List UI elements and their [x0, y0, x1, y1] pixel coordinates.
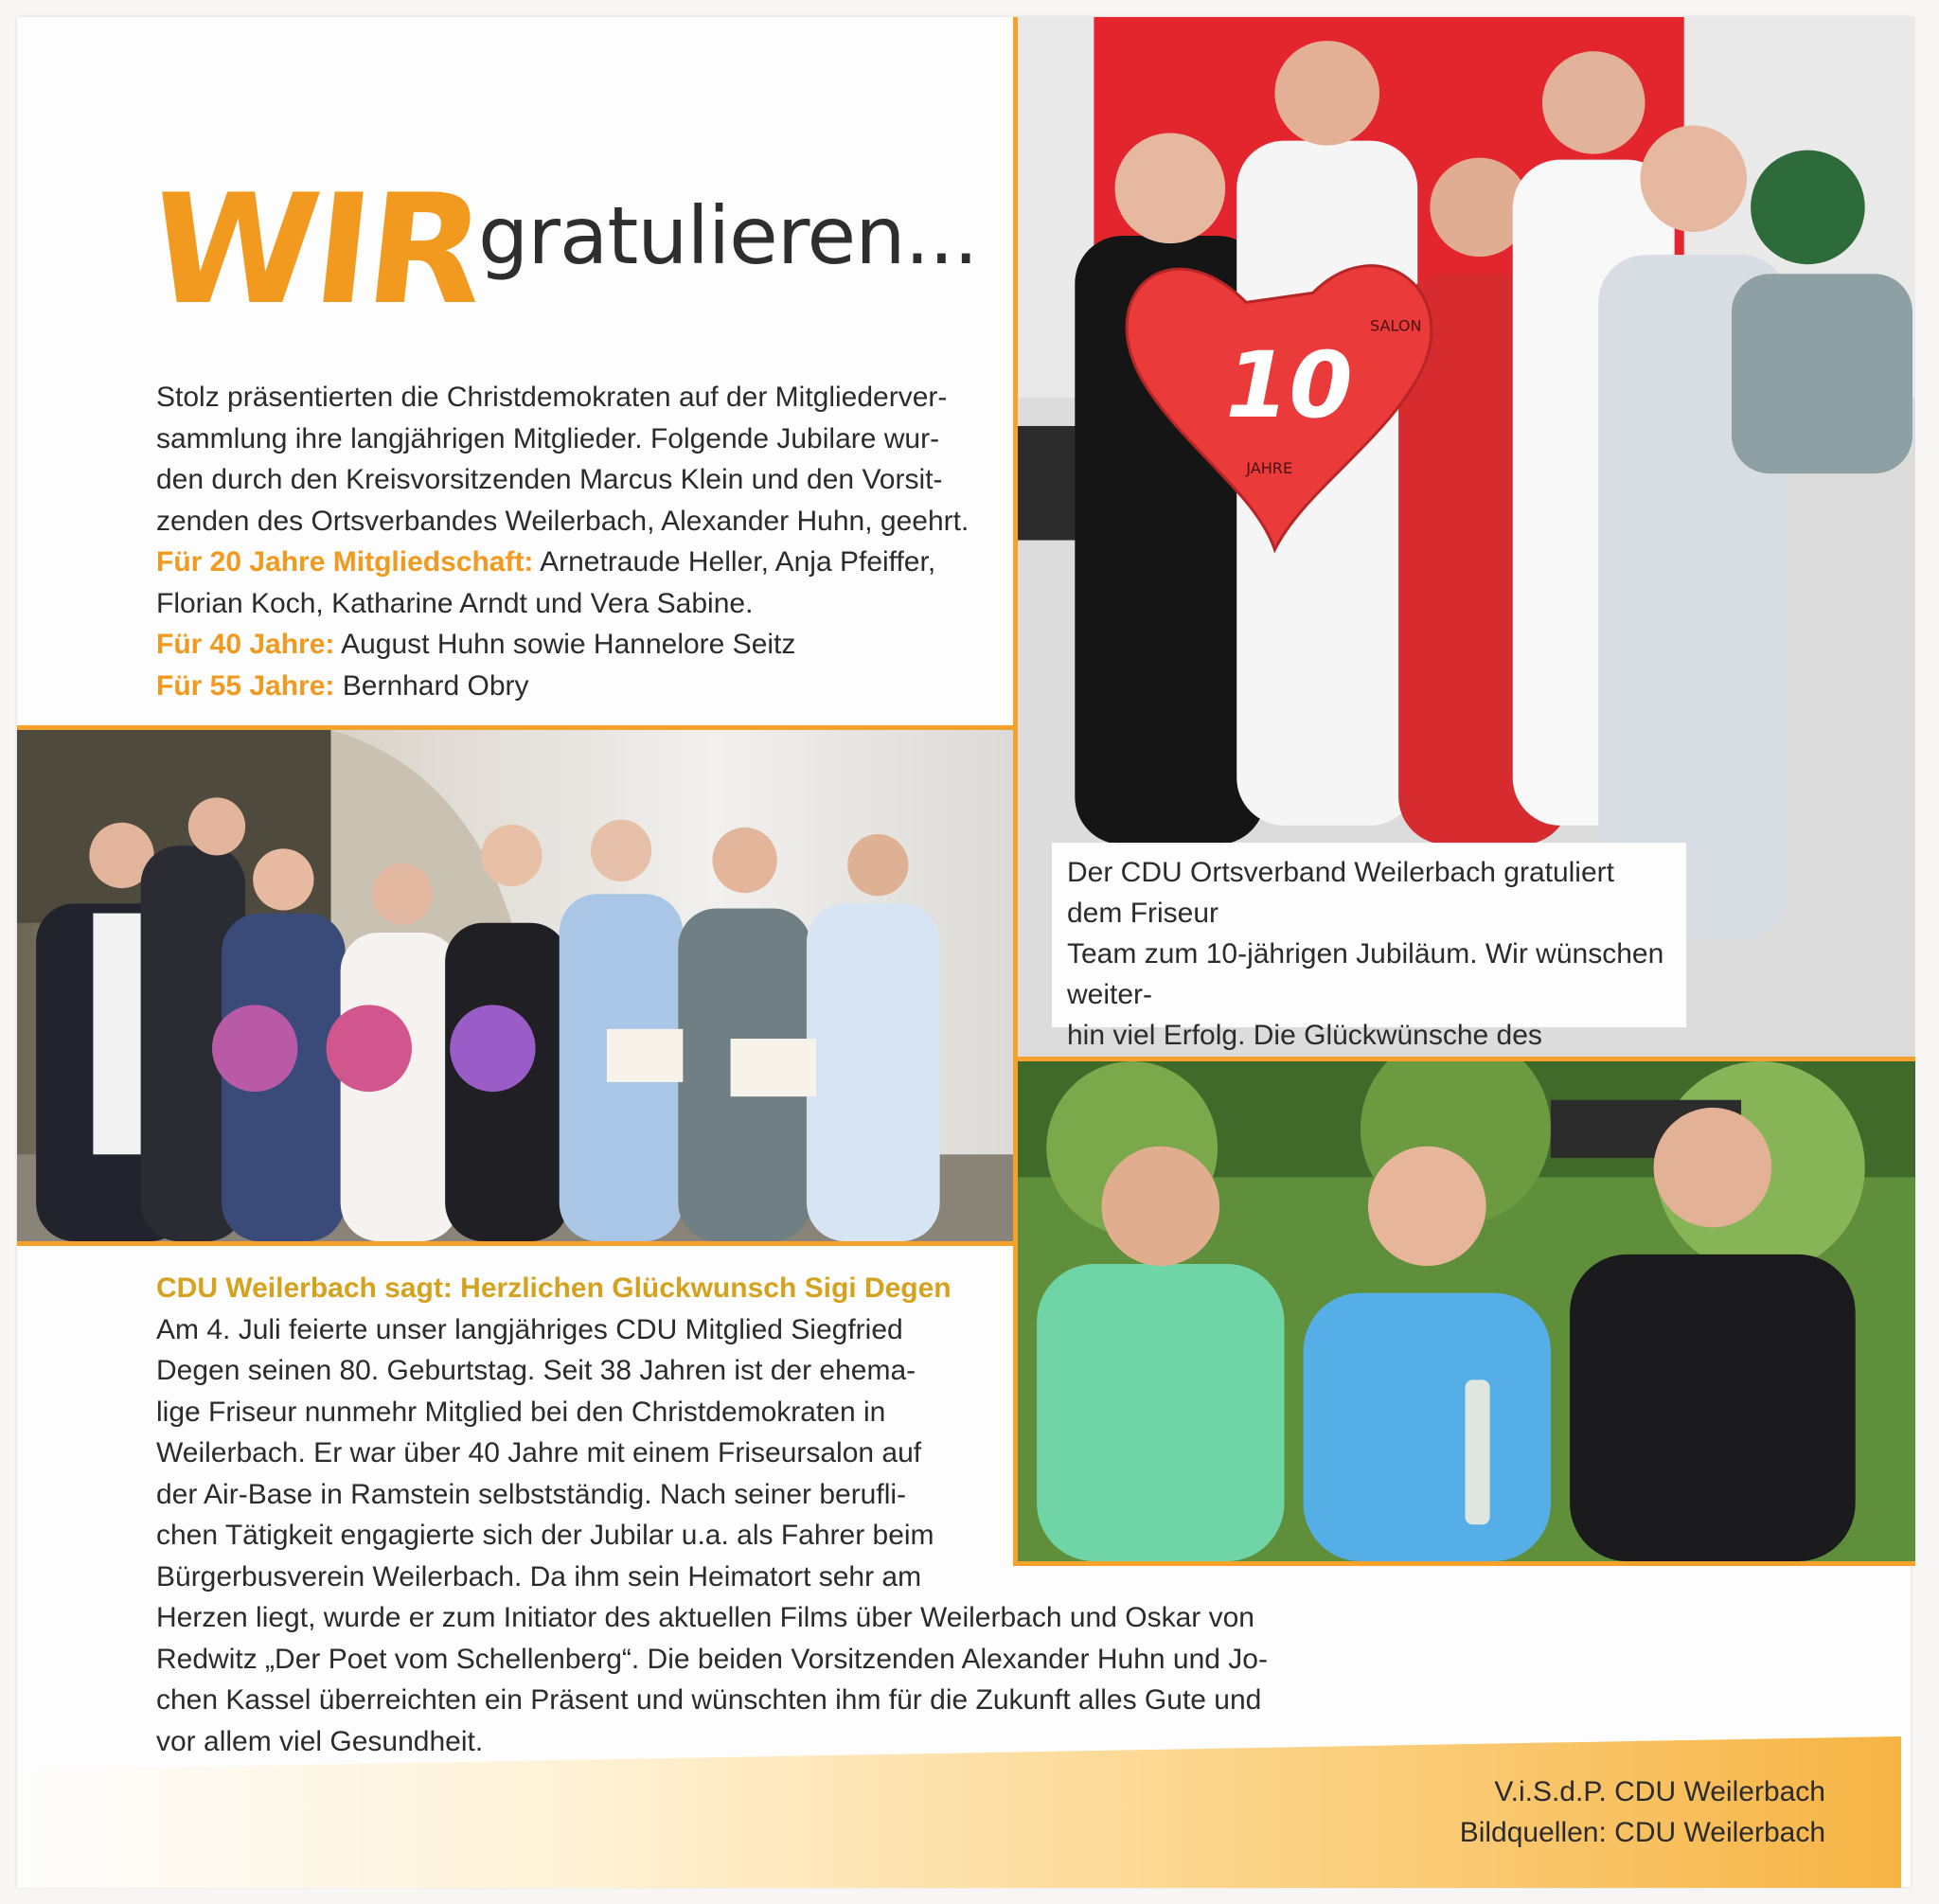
birthday-article	[156, 1268, 1321, 1762]
article-line: chen Kassel überreichten ein Präsent und wünschten ihm für die Zukunft alles Gute und	[156, 1684, 1262, 1716]
intro-line: sammlung ihre langjährigen Mitglieder. Folgende Jubilare wur-	[156, 422, 940, 454]
article-heading: CDU Weilerbach sagt: Herzlichen Glückwunsch Sigi Degen	[156, 1272, 952, 1304]
salon-caption	[1052, 843, 1686, 1051]
article-line: Weilerbach. Er war über 40 Jahre mit einem Friseursalon auf	[156, 1437, 922, 1468]
article-line: lige Friseur nunmehr Mitglied bei den Christdemokraten in	[156, 1396, 886, 1428]
honor-40	[156, 624, 1013, 666]
honor-55-names: Bernhard Obry	[334, 669, 529, 702]
article-line: Bürgerbusverein Weilerbach. Da ihm sein Heimatort sehr am	[156, 1560, 922, 1593]
article-line: der Air-Base in Ramstein selbstständig. Nach seiner berufli-	[156, 1478, 907, 1510]
article-line: chen Tätigkeit engagierte sich der Jubilar u.a. als Fahrer beim	[156, 1520, 934, 1551]
intro-line: zenden des Ortsverbandes Weilerbach, Alexander Huhn, geehrt.	[156, 505, 970, 537]
honor-20-cont: Florian Koch, Katharine Arndt und Vera Sabine.	[156, 587, 754, 619]
honor-55-label: Für 55 Jahre:	[156, 669, 335, 702]
honor-20-label: Für 20 Jahre Mitgliedschaft:	[156, 546, 534, 578]
title-wir: WIR	[142, 161, 490, 338]
intro-line: den durch den Kreisvorsitzenden Marcus Klein und den Vorsit-	[156, 464, 943, 495]
caption-line: Team zum 10-jährigen Jubiläum. Wir wünschen weiter-	[1067, 938, 1664, 1010]
credits-image-sources: Bildquellen: CDU Weilerbach	[1459, 1817, 1825, 1848]
heart-bottom-label: JAHRE	[1246, 459, 1293, 478]
honor-20	[156, 542, 1013, 583]
caption-line: Der CDU Ortsverband Weilerbach gratuliert dem Friseur	[1067, 857, 1614, 929]
credits-visdp: V.i.S.d.P. CDU Weilerbach	[1494, 1776, 1825, 1807]
honor-40-names: August Huhn sowie Hannelore Seitz	[334, 629, 796, 660]
article-line: vor allem viel Gesundheit.	[156, 1725, 484, 1757]
group-honorees-photo	[17, 725, 1019, 1246]
article-line: Redwitz „Der Poet vom Schellenberg“. Die beiden Vorsitzenden Alexander Huhn und Jo-	[156, 1643, 1268, 1675]
intro-text	[156, 377, 1013, 706]
heart-number: 10	[1225, 330, 1353, 438]
intro-line: Stolz präsentierten die Christdemokraten auf der Mitgliederver-	[156, 382, 948, 413]
heart-top-label: SALON	[1369, 316, 1422, 335]
article-line: Herzen liegt, wurde er zum Initiator des aktuellen Films über Weilerbach und Oskar von	[156, 1602, 1254, 1633]
honor-40-label: Für 40 Jahre:	[156, 629, 335, 660]
honor-20-names: Arnetraude Heller, Anja Pfeiffer,	[533, 546, 936, 578]
credits	[1460, 1771, 1825, 1853]
group-photo-image	[17, 730, 1014, 1241]
page-title	[142, 161, 1004, 350]
article-line: Am 4. Juli feierte unser langjähriges CDU Mitglied Siegfried	[156, 1313, 903, 1345]
honor-55	[156, 666, 1013, 707]
article-line: Degen seinen 80. Geburtstag. Seit 38 Jahren ist der ehema-	[156, 1355, 916, 1386]
caption-line: hin viel Erfolg. Die Glückwünsche des	[1067, 1020, 1542, 1051]
title-gratulieren: gratulieren...	[478, 189, 978, 282]
